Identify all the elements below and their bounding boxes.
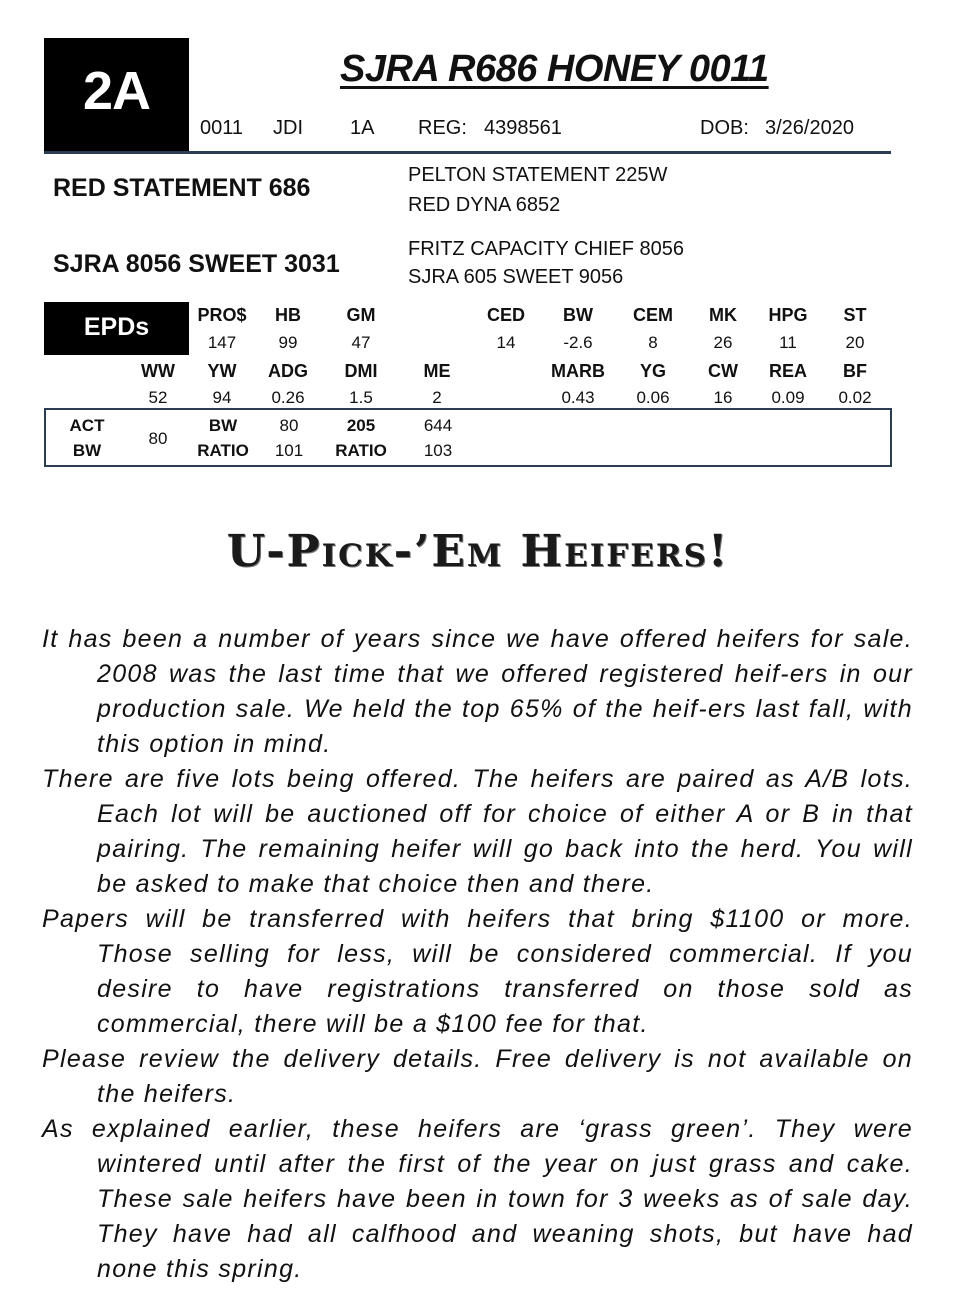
herd-code: JDI [273,117,303,139]
epd-value: 147 [207,333,237,352]
epd-header: YW [207,361,237,381]
wt205-label-1: 205 [346,416,376,435]
paragraph-papers: Papers will be transferred with heifers that bring $1100 or more. Those selling for less, will be considered commercial. If you desire to have registrations transferred on those sold as commercial, there will be a $100 fee for that. [42,905,913,1038]
epd-header: CW [708,361,738,381]
epd-header: PRO$ [197,305,247,325]
epd-value: 14 [496,333,516,352]
epd-value: 0.43 [561,388,595,407]
bw-value: 80 [279,416,299,435]
sire-dam: RED DYNA 6852 [408,194,561,216]
epd-label-box [44,302,189,355]
epd-header: REA [768,361,807,381]
epd-value: 0.09 [771,388,805,407]
epd-value: 0.02 [838,388,872,407]
sire-sire: PELTON STATEMENT 225W [408,164,668,186]
act-bw-label-2: BW [72,441,102,460]
epd-value: 16 [713,388,733,407]
epd-header: ME [423,361,451,381]
epd-value: 26 [713,333,733,352]
epd-value: 1.5 [349,388,373,407]
epd-header: ST [843,305,867,325]
epd-value: -2.6 [563,333,593,352]
epd-value: 0.06 [636,388,670,407]
dob-label: DOB: [700,117,749,139]
epd-value: 8 [648,333,658,352]
epd-header: BF [843,361,867,381]
wt205-label-2: RATIO [335,441,387,460]
header-divider [44,151,891,154]
dob-value: 3/26/2020 [765,117,854,139]
paragraph-lots: There are five lots being offered. The heifers are paired as A/B lots. Each lot will be auctioned off for choice of either A or B in that pairing. The remaining heifer will go back into the herd. You will be asked to make that choice then and there. [42,765,913,898]
lot-number: 2A [82,61,151,121]
lot-code: 1A [350,117,375,139]
epd-header: DMI [344,361,378,381]
epd-value: 20 [845,333,865,352]
act-bw-label-1: ACT [69,416,105,435]
reg-number: 4398561 [484,117,562,139]
epd-header: YG [639,361,666,381]
epd-value: 94 [212,388,232,407]
epd-value: 99 [278,333,298,352]
epd-header: HB [275,305,301,325]
wt205-ratio-value: 103 [423,441,453,460]
epd-header: ADG [268,361,308,381]
epd-header: CEM [633,305,673,325]
sire-name: RED STATEMENT 686 [53,174,311,202]
epd-header: CED [486,305,525,325]
reg-label: REG: [418,117,467,139]
paragraph-history: It has been a number of years since we have offered heifers for sale. 2008 was the last time that we offered registered heif-ers in our production sale. We held the top 65% of the heif-ers last fall, with this option in mind. [42,625,913,758]
epd-value: 0.26 [271,388,305,407]
epd-value: 11 [779,333,797,352]
epd-value: 2 [432,388,442,407]
epd-header: BW [563,305,593,325]
epd-header: HPG [768,305,808,325]
banner-title: U-Pick-’Em Heifers! [226,526,730,577]
epd-label: EPDs [83,313,150,341]
epd-header: GM [346,305,376,325]
bw-ratio-label-1: BW [208,416,238,435]
dam-sire: FRITZ CAPACITY CHIEF 8056 [408,238,684,260]
epd-header: MK [709,305,737,325]
epd-value: 47 [351,333,371,352]
act-bw-value: 80 [148,429,168,448]
dam-name: SJRA 8056 SWEET 3031 [53,250,340,278]
tag-number: 0011 [200,117,244,139]
bw-ratio-value: 101 [274,441,304,460]
bw-ratio-label-2: RATIO [197,441,249,460]
paragraph-grass-green: As explained earlier, these heifers are ‘grass green’. They were wintered until after the first of the year on just grass and cake. These sale heifers have been in town for 3 weeks as of sale day. They have had all calfhood and weaning shots, but have had none this spring. [42,1115,913,1283]
wt205-value: 644 [423,416,453,435]
paragraph-delivery: Please review the delivery details. Free delivery is not available on the heifers. [42,1045,913,1108]
epd-header: MARB [551,361,605,381]
performance-box [44,408,892,467]
lot-number-box [44,38,189,151]
epd-header: WW [141,361,175,381]
dam-dam: SJRA 605 SWEET 9056 [408,266,624,288]
animal-name: SJRA R686 HONEY 0011 [340,48,769,90]
epd-value: 52 [148,388,168,407]
